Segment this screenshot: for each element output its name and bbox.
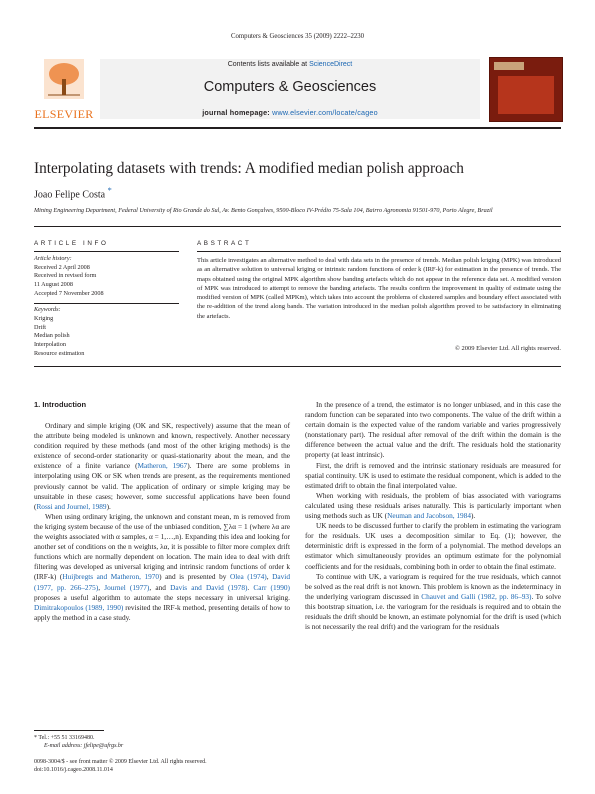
citation-link[interactable]: Davis and David (1978) [170,582,248,592]
body-paragraph: Ordinary and simple kriging (OK and SK, respectively) assume that the mean of the attribute being modeled is unknown and known, respectively. Another necessary condition required by these methods (and most of the other kriging methods) is the existence of second-order stationarity or quasi-stationarity about the mean, and the existence of a finite variance (Matheron, 1967). There are some problems in interpolating using OK or SK when trends are present, as the requirements mentioned previously cannot be valid. The application of ordinary or simple kriging may be unsuitable in these cases; however, some successful applications have been found (Rossi and Journel, 1989). [34,421,290,511]
cover-artwork [498,76,554,114]
info-separator [34,303,179,304]
author-footnote-mark[interactable]: * [107,186,112,195]
body-column-left [34,421,290,623]
abstract-heading: ABSTRACT [197,240,252,247]
header-rule [34,127,561,129]
history-entry: Accepted 7 November 2008 [34,289,104,297]
keywords-label: Keywords: [34,306,61,314]
elsevier-wordmark: ELSEVIER [34,107,94,121]
body-paragraph: In the presence of a trend, the estimator is no longer unbiased, and in this case the random function can be separated into two components. The value of the drift within a certain domain is the expected value of the random variable and varies progressively (nonstationary part). The residual after removal of the drift within the domain is the difference between the actual value and the drift. The residuals hold the stationarity property (at least intrinsic). [305,400,561,460]
citation-link[interactable]: Neuman and Jacobson, 1984 [387,511,471,521]
affiliation: Mining Engineering Department, Federal University of Rio Grande do Sul, Av. Bento Gonçalves, 9500-Bloco IV-Prédio 75-Sala 104, Bairro Agronomia 91501-970, Porto Alegre, Brazil [34,207,493,214]
body-paragraph: To continue with UK, a variogram is required for the true residuals, which cannot be solved as the real drift is not known. This problem is known as the indeterminacy in the underlying variogram discussed in Chauvet and Galli (1982, pp. 86–93). To solve this bootstrap situation, i.e. the variogram for the residuals is required and to obtain the residuals the drift should be known, an estimate polynomial for the drift is used (which is not necessarily the real drift) and the variogram for the residuals [305,571,561,632]
bottom-info [34,758,207,774]
tree-icon [44,59,84,99]
issn-line: 0098-3004/$ - see front matter © 2009 Elsevier Ltd. All rights reserved. [34,759,207,765]
keyword-item: Median polish [34,332,70,340]
citation-link[interactable]: David (1977, pp. 266–275) [34,572,290,592]
citation-link[interactable]: Carr (1990) [253,582,290,592]
keyword-item: Resource estimation [34,349,85,357]
footnote [34,734,123,750]
citation-link[interactable]: Journel (1977) [104,582,150,592]
body-paragraph: When working with residuals, the problem of bias associated with variograms calculated using these residuals arises naturally. This is particularly important when using methods such as UK (Neuman and Jacobson, 1984). [305,490,561,521]
article-info-rule [34,251,179,252]
elsevier-logo[interactable] [34,57,94,121]
journal-name[interactable]: Computers & Geosciences [203,79,377,95]
citation-link[interactable]: Chauvet and Galli (1982, pp. 86–93) [421,591,532,601]
doi-line[interactable]: doi:10.1016/j.cageo.2008.11.014 [34,767,113,773]
footnote-tel: * Tel.: +55 51 33169480. [34,735,95,741]
citation-link[interactable]: Dimitrakopoulos (1989, 1990) [34,602,124,612]
footnote-rule [34,730,104,731]
copyright-line: © 2009 Elsevier Ltd. All rights reserved. [454,345,561,352]
article-info-panel [34,255,179,358]
citation-link[interactable]: Huijbregts and Matheron, 1970 [62,572,160,582]
affiliation-rule [34,226,561,227]
citation-link[interactable]: Olea (1974) [229,572,267,582]
article-title: Interpolating datasets with trends: A modified median polish approach [34,160,464,177]
journal-cover-image[interactable] [489,57,563,122]
running-header: Computers & Geosciences 35 (2009) 2222–2230 [230,33,365,40]
body-paragraph: When using ordinary kriging, the unknown and constant mean, m is removed from the kriging system because of the use of the unbiased condition, ∑λα = 1 (where λα are the weights associated with α samples, α = 1,…,n). Expanding this idea and looking for another set of conditions on the n weights, λα, it is possible to filter more complex drift functions which are normally dependent on location. The main idea to deal with drift filtering was developed as universal kriging and intrinsic random functions of order k (IRF-k) (Huijbregts and Matheron, 1970) and is presented by Olea (1974), David (1977, pp. 266–275), Journel (1977), and Davis and David (1978). Carr (1990) proposes a useful algorithm to automate the steps necessary in universal kriging. Dimitrakopoulos (1989, 1990) revisited the IRF-k method, presenting details of how to apply the method in a case study. [34,511,290,622]
history-label: Article history: [34,255,72,262]
keyword-item: Interpolation [34,340,66,348]
section-heading-introduction: 1. Introduction [34,400,87,409]
article-info-heading: ARTICLE INFO [34,240,109,247]
sciencedirect-link[interactable]: ScienceDirect [309,61,353,68]
citation-link[interactable]: Matheron, 1967 [137,461,188,471]
history-entry: Received 2 April 2008 [34,263,90,271]
citation-link[interactable]: Rossi and Journel, 1989 [36,501,107,511]
body-paragraph: First, the drift is removed and the intrinsic stationary residuals are measured for spatial continuity. UK is used to estimate the residual component, which is added to the estimated drift to obtain the final interpolated value. [305,460,561,490]
homepage-line [100,108,480,117]
body-column-right [305,400,561,632]
history-entry: 11 August 2008 [34,281,73,289]
keyword-list [34,315,179,359]
contents-prefix: Contents lists available at [227,61,310,68]
keyword-item: Kriging [34,314,54,322]
homepage-prefix: journal homepage: [202,108,273,117]
keyword-item: Drift [34,323,47,331]
abstract-rule [197,251,561,252]
author-line [34,186,112,200]
footnote-email[interactable]: E-mail address: jfelipe@ufrgs.br [44,743,124,749]
history-entry: Received in revised form [34,272,97,280]
body-paragraph: UK needs to be discussed further to clarify the problem in estimating the variogram for the residuals. UK uses a decomposition similar to Eq. (1); however, the deterministic drift is expressed in the form of a polynomial. The method develops an estimator which simultaneously provides an optimum estimate for the polynomial coefficients and for the residuals, combining both in order to obtain the final estimate. [305,521,561,571]
history-list [34,264,179,299]
contents-line [100,61,480,68]
journal-info-box [100,59,480,119]
body-rule [34,366,561,367]
abstract-text: This article investigates an alternative method to deal with data sets in the presence of trends. Median polish kriging (MPK) was introduced as an alternative solution to universal kriging or intrinsic random functions of order k (IRF-k) for estimation in the presence of trends. The maps obtained using the original MPK algorithm show banding artefacts which do not appear in the reference data set. A modified version of MPK was introduced to attempt to remove the banding artefacts. The results confirm the improvement in quality of estimate using the modified version of MPK (called MPKm), which takes into account the problems of clustered samples and boundary effect associated with the re-addition of the trend along bands. The variation introduced in the median polish algorithm proved to be satisfactory in eliminating the artefacts. [197,257,561,320]
author-name: Joao Felipe Costa [34,189,106,201]
cover-title-strip [494,62,524,70]
journal-banner [34,57,561,121]
homepage-link[interactable]: www.elsevier.com/locate/cageo [272,108,378,117]
